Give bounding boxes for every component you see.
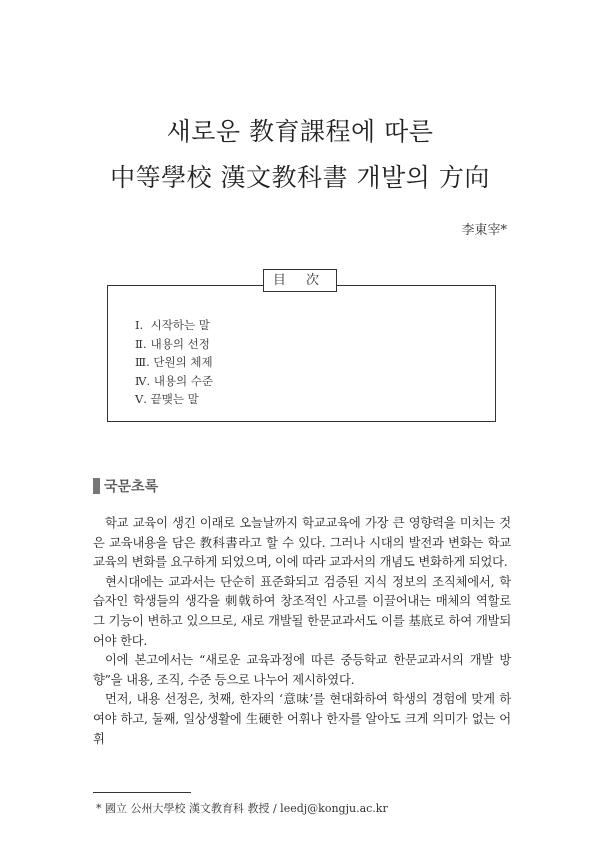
toc-item [135,353,213,372]
toc-item [135,372,213,391]
toc-item-number: Ⅴ. [135,392,147,406]
toc-item-text: 내용의 선정 [150,336,210,351]
toc-item-number: Ⅰ. [135,318,144,332]
toc-item-number: Ⅳ. [135,373,151,388]
footnote-divider [93,792,191,793]
abstract-paragraph: 학교 교육이 생긴 이래로 오늘날까지 학교교육에 가장 큰 영향력을 미치는 것은 교육내용을 담은 教科書라고 할 수 있다. 그러나 시대의 발전과 변화는 학교교육의 변화를 요구하게 되었으며, 이에 따라 교과서의 개념도 변화하게 되었다. [93,516,511,570]
author-footnote: * 國立 公州大學校 漢文教育科 教授 / leedj@kongju.ac.kr [96,802,388,815]
heading-bar-marker [93,478,100,494]
abstract-paragraph: 이에 본고에서는 “새로운 교육과정에 따른 중등학교 한문교과서의 개발 방향”을 내용, 조직, 수준 등으로 나누어 제시하였다. [93,653,511,687]
abstract-paragraph: 현시대에는 교과서는 단순히 표준화되고 검증된 지식 정보의 조직체에서, 학습자인 학생들의 생각을 刺戟하여 창조적인 사고를 이끌어내는 매체의 역할로 그 기능이 변하고 있으므로, 새로 개발될 한문교과서도 이를 基底로 하여 개발되어야 한다. [93,574,511,648]
toc-item-number: Ⅱ. [135,336,147,351]
abstract-heading [93,478,158,495]
title-line-2: 中等學校 漢文教科書 개발의 方向 [110,163,490,192]
toc-item-number: Ⅲ. [135,355,150,369]
toc-item [135,390,213,409]
toc-list [135,316,213,409]
toc-label: 目 次 [263,269,337,292]
toc-item-text: 단원의 체제 [153,355,213,369]
abstract-heading-text: 국문초록 [104,479,159,495]
abstract-paragraph: 먼저, 내용 선정은, 첫째, 한자의 ‘意味’를 현대화하여 학생의 경험에 맞게 하여야 하고, 둘째, 일상생활에 生硬한 어휘나 한자를 알아도 크게 의미가 없는 어휘 [93,692,511,746]
abstract-body [93,514,511,749]
toc-item [135,335,213,354]
toc-item [135,316,213,335]
author-name: 李東宰* [461,223,507,238]
toc-item-text: 시작하는 말 [150,318,210,332]
toc-item-text: 내용의 수준 [153,373,214,388]
title-line-1: 새로운 教育課程에 따른 [166,117,434,146]
toc-item-text: 끝맺는 말 [150,392,199,406]
